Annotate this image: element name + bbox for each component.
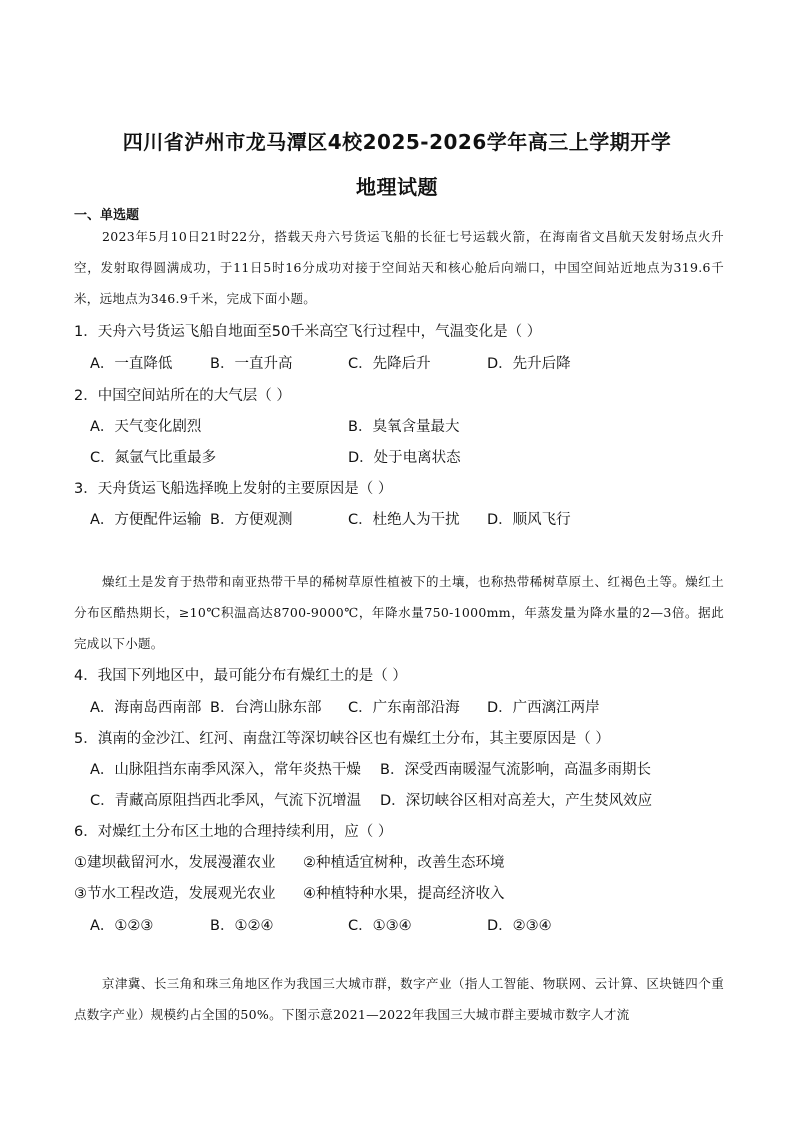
question-1-option-c: C．先降后升 (348, 356, 431, 372)
question-6-option-a: A．①②③ (90, 918, 154, 934)
question-1-stem: 1．天舟六号货运飞船自地面至50千米高空飞行过程中，气温变化是（ ） (74, 324, 542, 340)
passage-2: 燥红土是发育于热带和南亚热带干旱的稀树草原性植被下的土壤，也称热带稀树草原土、红褐色土等。燥红土分布区酷热期长，≥10℃积温高达8700-9000℃，年降水量750-1000mm，年蒸发量为降水量的2—3倍。据此完成以下小题。 (74, 574, 724, 651)
question-5-option-b: B．深受西南暖湿气流影响，高温多雨期长 (380, 762, 651, 778)
question-4-option-a: A．海南岛西南部 (90, 700, 202, 716)
question-6-item-3: ③节水工程改造，发展观光农业 (74, 886, 276, 902)
exam-title-line1: 四川省泸州市龙马潭区4校2025-2026学年高三上学期开学 (122, 130, 672, 154)
question-2-option-b: B．臭氧含量最大 (348, 419, 460, 435)
passage-3: 京津冀、长三角和珠三角地区作为我国三大城市群，数字产业（指人工智能、物联网、云计算、区块链四个重点数字产业）规模约占全国的50%。下图示意2021—2022年我国三大城市群主要城市数字人才流 (74, 976, 724, 1022)
question-5-option-c: C．青藏高原阻挡西北季风，气流下沉增温 (90, 793, 362, 809)
question-2-option-c: C．氮氩气比重最多 (90, 450, 217, 466)
question-6-item-4: ④种植特种水果，提高经济收入 (303, 886, 505, 902)
question-4-option-d: D．广西漓江两岸 (487, 700, 600, 716)
question-2-stem: 2．中国空间站所在的大气层（ ） (74, 388, 291, 404)
question-1-option-a: A．一直降低 (90, 356, 173, 372)
question-6-item-1: ①建坝截留河水，发展漫灌农业 (74, 855, 276, 871)
question-6-stem: 6．对燥红土分布区土地的合理持续利用，应（ ） (74, 824, 393, 840)
question-6-option-d: D．②③④ (487, 918, 552, 934)
question-3-option-c: C．杜绝人为干扰 (348, 512, 460, 528)
question-3-option-d: D．顺风飞行 (487, 512, 571, 528)
question-3-stem: 3．天舟货运飞船选择晚上发射的主要原因是（ ） (74, 481, 393, 497)
question-6-option-c: C．①③④ (348, 918, 412, 934)
question-2-option-a: A．天气变化剧烈 (90, 419, 202, 435)
question-1-option-b: B．一直升高 (210, 356, 293, 372)
question-4-option-b: B．台湾山脉东部 (210, 700, 322, 716)
question-4-option-c: C．广东南部沿海 (348, 700, 460, 716)
question-3-option-a: A．方便配件运输 (90, 512, 202, 528)
question-5-option-a: A．山脉阻挡东南季风深入，常年炎热干燥 (90, 762, 361, 778)
question-1-option-d: D．先升后降 (487, 356, 571, 372)
question-5-option-d: D．深切峡谷区相对高差大，产生焚风效应 (380, 793, 653, 809)
section-heading: 一、单选题 (74, 208, 140, 223)
question-6-item-2: ②种植适宜树种，改善生态环境 (303, 855, 505, 871)
passage-1: 2023年5月10日21时22分，搭载天舟六号货运飞船的长征七号运载火箭，在海南省文昌航天发射场点火升空，发射取得圆满成功，于11日5时16分成功对接于空间站天和核心舱后向端口，中国空间站近地点为319.6千米，远地点为346.9千米，完成下面小题。 (74, 229, 724, 306)
exam-title-line2: 地理试题 (356, 175, 438, 199)
question-5-stem: 5．滇南的金沙江、红河、南盘江等深切峡谷区也有燥红土分布，其主要原因是（ ） (74, 731, 610, 747)
question-3-option-b: B．方便观测 (210, 512, 293, 528)
question-2-option-d: D．处于电离状态 (348, 450, 461, 466)
question-6-option-b: B．①②④ (210, 918, 274, 934)
question-4-stem: 4．我国下列地区中，最可能分布有燥红土的是（ ） (74, 668, 407, 684)
